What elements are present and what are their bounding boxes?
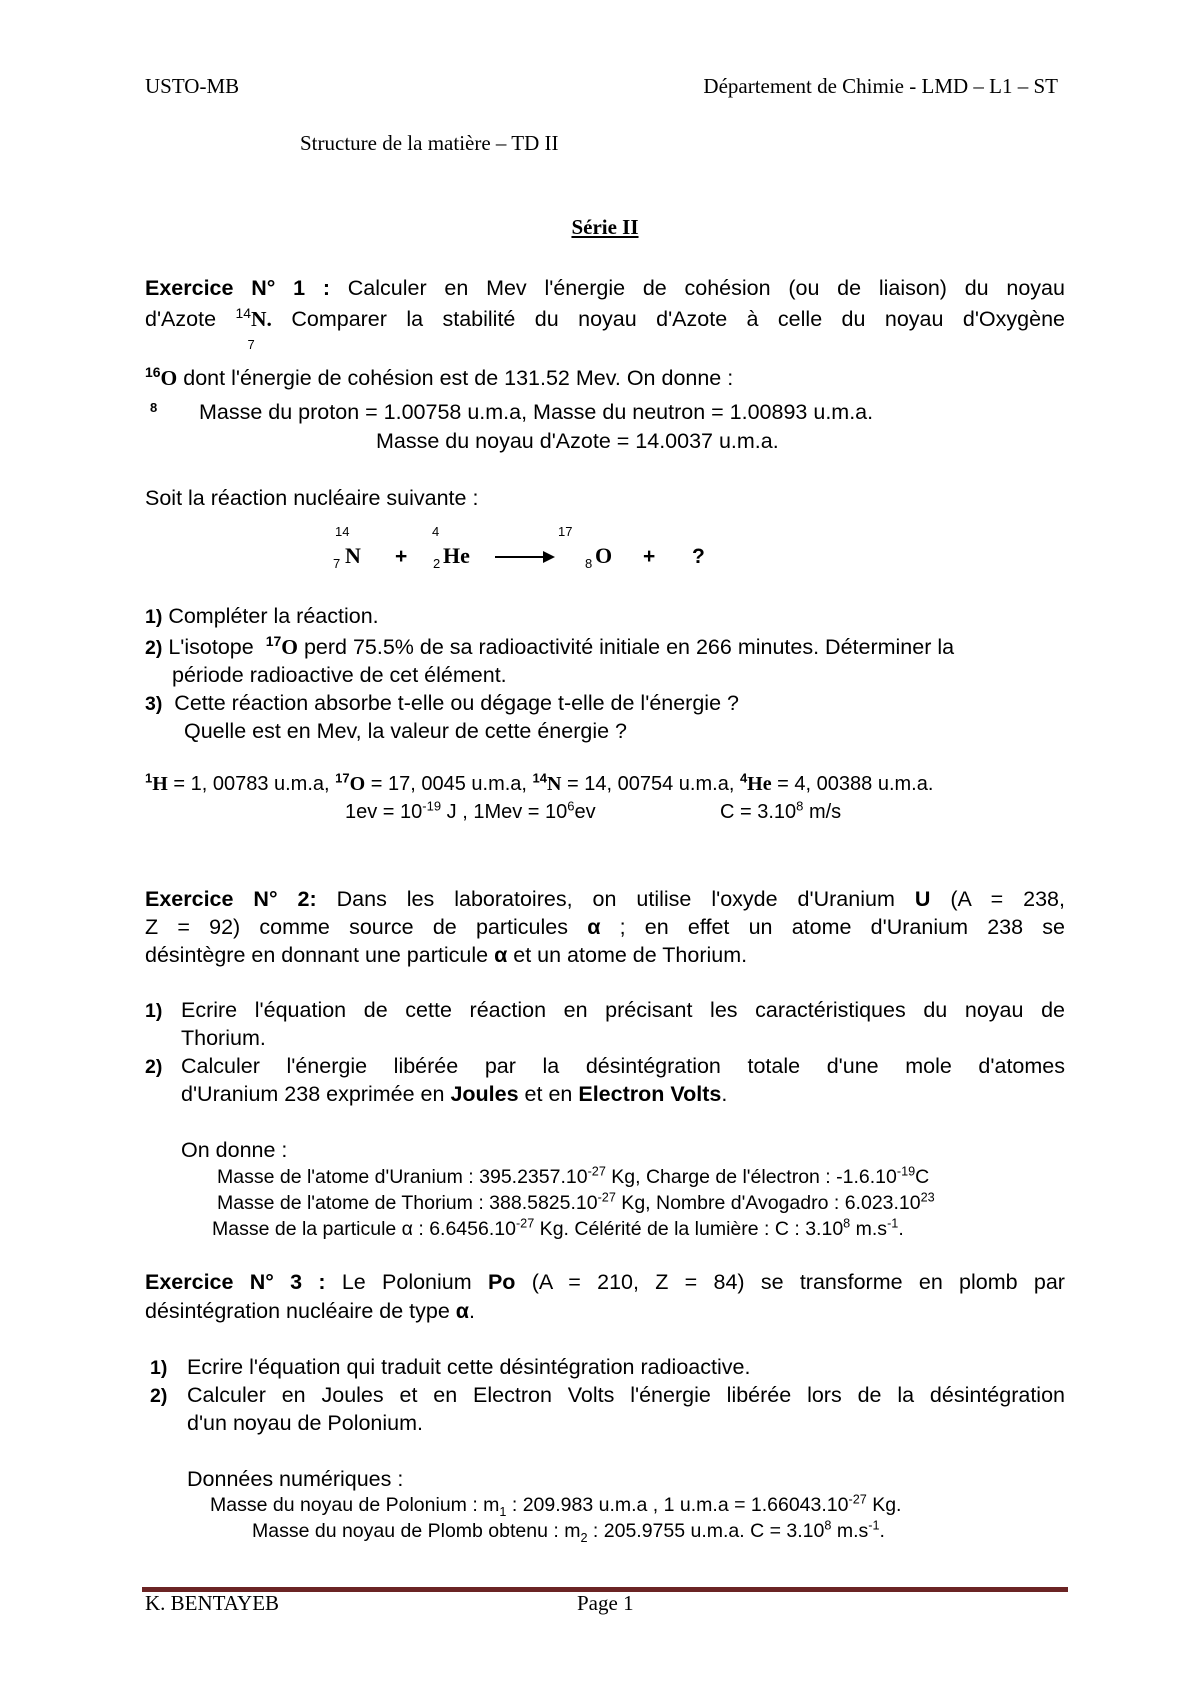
reaction-n: N	[345, 543, 361, 568]
ex2-q1-cont: Thorium.	[181, 1026, 266, 1050]
reaction-o-mass: 17	[558, 524, 573, 539]
ex3-given: Données numériques :	[187, 1467, 404, 1491]
oxygene-symbol: O	[160, 366, 178, 390]
reaction-intro: Soit la réaction nucléaire suivante :	[145, 486, 479, 510]
ex2-line1: Exercice N° 2: Dans les laboratoires, on utilise l'oxyde d'Uranium U (A = 238,	[145, 887, 1065, 911]
ex3-q1: Ecrire l'équation qui traduit cette désintégration radioactive.	[187, 1355, 751, 1379]
reaction-o-z: 8	[585, 556, 593, 571]
ex3-q2: Calculer en Joules et en Electron Volts l'énergie libérée lors de la désintégration	[187, 1383, 1065, 1407]
ex1-q1: 1) Compléter la réaction.	[145, 604, 379, 628]
ex3-data2: Masse du noyau de Plomb obtenu : $m_2$ : 205.9755 u.m.a. $C = 3.10^8$ $m.s^{-1}$.	[252, 1518, 885, 1545]
ex1-q3: 3) Cette réaction absorbe t-elle ou dégage t-elle de l'énergie ?	[145, 691, 739, 715]
ex3-line2: désintégration nucléaire de type α.	[145, 1299, 475, 1323]
ex3-q1-num: 1)	[150, 1357, 168, 1379]
ex2-q1: Ecrire l'équation de cette réaction en précisant les caractéristiques du noyau de	[181, 998, 1065, 1022]
ex2-data2: Masse de l'atome de Thorium : $388.5825.10^{-27}$ Kg, Nombre d'Avogadro : 6.023.10$^{23}$	[217, 1190, 935, 1214]
ex3-label: Exercice N° 3 :	[145, 1270, 326, 1294]
reaction-o: O	[595, 543, 613, 568]
ex1-line2: d'Azote $^{14}$N. 7 Comparer la stabilité du noyau d'Azote à celle du noyau d'Oxygène	[145, 304, 1065, 352]
ex2-line2: Z = 92) comme source de particules α ; en effet un atome d'Uranium 238 se	[145, 915, 1065, 939]
ex1-line3: $^{16}$O dont l'énergie de cohésion est de 131.52 Mev. On donne :	[145, 363, 734, 390]
light-speed: $C = 3.10^8$ m/s	[720, 798, 842, 823]
reaction-he: He	[443, 543, 470, 568]
ex1-q3-cont: Quelle est en Mev, la valeur de cette énergie ?	[184, 719, 627, 743]
ex3-data1: Masse du noyau de Polonium : $m_1$ : 209.983 u.m.a , 1 $u.m.a = 1.66043.10^{-27}$ Kg.	[210, 1492, 902, 1519]
doc-title: Structure de la matière – TD II	[300, 131, 559, 155]
ex2-label: Exercice N° 2:	[145, 887, 317, 911]
reaction-he-z: 2	[433, 556, 441, 571]
reaction-unknown: ?	[692, 545, 705, 568]
ex3-q2-num: 2)	[150, 1385, 168, 1407]
ex1-q2-cont: période radioactive de cet élément.	[172, 663, 507, 687]
azote-symbol: N.	[251, 307, 272, 331]
reaction-he-mass: 4	[432, 524, 440, 539]
o16-z: 8	[150, 400, 158, 415]
ex2-q2: Calculer l'énergie libérée par la désintégration totale d'une mole d'atomes	[181, 1054, 1065, 1078]
ex2-line3: désintègre en donnant une particule α et un atome de Thorium.	[145, 943, 748, 967]
footer-author: K. BENTAYEB	[145, 1591, 280, 1615]
ex3-line1: Exercice N° 3 : Le Polonium Po (A = 210, Z = 84) se transforme en plomb par	[145, 1270, 1065, 1294]
reaction-plus-1: +	[395, 545, 408, 568]
ex2-given: On donne :	[181, 1138, 288, 1162]
ex2-data1: Masse de l'atome d'Uranium : $395.2357.10^{-27}$ Kg, Charge de l'électron : $-1.6.10^{-19}C$	[217, 1164, 930, 1188]
reaction-arrow-icon	[495, 549, 557, 565]
atomic-masses: $^1$H = 1, 00783 u.m.a, $^{17}$O = 17, 0045 u.m.a, $^{14}$N = 14, 00754 u.m.a, $^4$He = 4, 00388 u.m.a.	[145, 770, 934, 795]
footer-page: Page 1	[577, 1591, 634, 1615]
ex2-q1-num: 1)	[145, 1000, 163, 1022]
reaction-n-z: 7	[333, 556, 341, 571]
ex3-q2-cont: d'un noyau de Polonium.	[187, 1411, 423, 1435]
constants: $1ev = 10^{-19}$ J , $1Mev = 10^6ev$	[345, 798, 596, 823]
ex1-data2: Masse du noyau d'Azote = 14.0037 u.m.a.	[376, 429, 779, 453]
header-department: Département de Chimie - LMD – L1 – ST	[703, 74, 1058, 98]
ex1-line1: Exercice N° 1 : Calculer en Mev l'énergie de cohésion (ou de liaison) du noyau	[145, 276, 1065, 300]
ex2-q2-cont: d'Uranium 238 exprimée en Joules et en Electron Volts.	[181, 1082, 728, 1106]
ex2-q2-num: 2)	[145, 1056, 163, 1078]
reaction-plus-2: +	[643, 545, 656, 568]
ex1-q2: 2) L'isotope $^{17}$O perd 75.5% de sa radioactivité initiale en 266 minutes. Déterminer la	[145, 632, 955, 659]
ex1-data1: Masse du proton = 1.00758 u.m.a, Masse du neutron = 1.00893 u.m.a.	[199, 400, 874, 424]
reaction-n-mass: 14	[335, 524, 350, 539]
ex1-label: Exercice N° 1 :	[145, 276, 330, 300]
header-institution: USTO-MB	[145, 74, 240, 98]
serie-title: Série II	[571, 215, 639, 239]
ex2-data3: Masse de la particule α : $6.6456.10^{-27}$ Kg. Célérité de la lumière : C : 3.10$^8$ $m.s^{-1}$.	[212, 1216, 904, 1240]
